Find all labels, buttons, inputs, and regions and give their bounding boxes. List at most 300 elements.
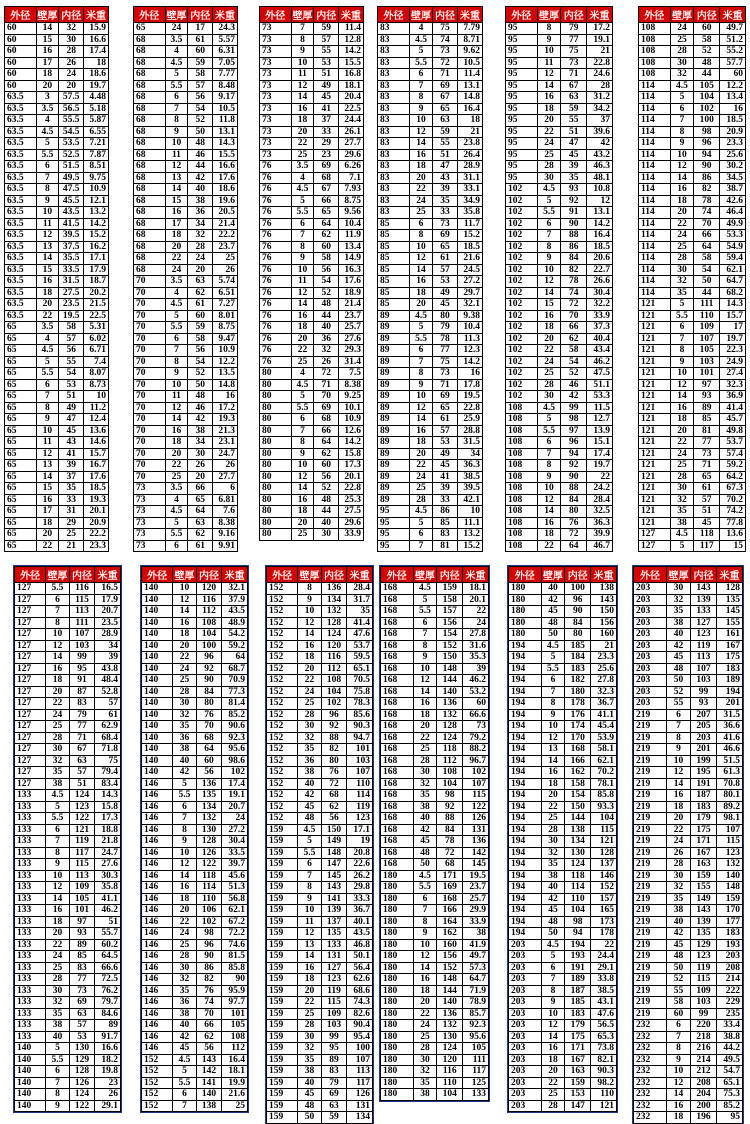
table-row bbox=[15, 916, 121, 928]
weight-cell: 26 bbox=[213, 460, 238, 472]
weight-cell: 14.2 bbox=[339, 437, 364, 449]
outer-diameter-cell: 168 bbox=[381, 767, 414, 779]
outer-diameter-cell: 102 bbox=[506, 195, 538, 207]
table-row bbox=[5, 287, 109, 299]
wall-thickness-cell: 35 bbox=[413, 1077, 437, 1089]
weight-cell: 62.9 bbox=[95, 721, 121, 733]
outer-diameter-cell: 80 bbox=[260, 483, 292, 495]
table-row bbox=[509, 1089, 617, 1101]
outer-diameter-cell: 80 bbox=[260, 460, 292, 472]
inner-diameter-cell: 141 bbox=[196, 1077, 222, 1089]
table-row bbox=[378, 414, 483, 426]
inner-diameter-cell: 55 bbox=[59, 356, 84, 368]
outer-diameter-cell: 85 bbox=[378, 253, 410, 265]
wall-thickness-cell: 6 bbox=[410, 218, 433, 230]
table-row bbox=[381, 859, 489, 871]
wall-thickness-cell: 8 bbox=[291, 437, 314, 449]
outer-diameter-cell: 146 bbox=[142, 985, 173, 997]
table-row bbox=[509, 790, 617, 802]
weight-cell: 160 bbox=[591, 629, 617, 641]
outer-diameter-cell: 219 bbox=[634, 744, 667, 756]
outer-diameter-cell: 152 bbox=[267, 663, 298, 675]
inner-diameter-cell: 52 bbox=[188, 368, 213, 380]
table-row bbox=[639, 115, 746, 127]
inner-diameter-cell: 162 bbox=[565, 767, 591, 779]
wall-thickness-cell: 20 bbox=[410, 299, 433, 311]
wall-thickness-cell: 10 bbox=[667, 755, 691, 767]
table-row bbox=[506, 356, 613, 368]
outer-diameter-cell: 127 bbox=[15, 594, 46, 606]
weight-cell: 70.8 bbox=[717, 778, 743, 790]
inner-diameter-cell: 63 bbox=[69, 755, 95, 767]
table-header-row bbox=[260, 7, 364, 23]
inner-diameter-cell: 30 bbox=[59, 34, 84, 46]
inner-diameter-cell: 53 bbox=[314, 57, 339, 69]
weight-cell: 12.3 bbox=[458, 345, 483, 357]
inner-diameter-cell: 59 bbox=[433, 126, 458, 138]
wall-thickness-cell: 28 bbox=[410, 494, 433, 506]
weight-cell: 72.5 bbox=[95, 974, 121, 986]
outer-diameter-cell: 73 bbox=[134, 517, 166, 529]
table-row bbox=[506, 46, 613, 58]
weight-cell: 34 bbox=[458, 448, 483, 460]
outer-diameter-cell: 73 bbox=[134, 529, 166, 541]
inner-diameter-cell: 184 bbox=[565, 652, 591, 664]
inner-diameter-cell: 49 bbox=[433, 287, 458, 299]
weight-cell: 19.8 bbox=[95, 1066, 121, 1078]
outer-diameter-cell: 140 bbox=[15, 1054, 46, 1066]
inner-diameter-cell: 187 bbox=[691, 790, 717, 802]
wall-thickness-cell: 11 bbox=[291, 276, 314, 288]
inner-diameter-cell: 104 bbox=[565, 905, 591, 917]
outer-diameter-cell: 180 bbox=[509, 629, 542, 641]
wall-thickness-cell: 5.5 bbox=[46, 1054, 70, 1066]
wall-thickness-cell: 9 bbox=[165, 368, 188, 380]
table-row bbox=[634, 962, 743, 974]
wall-thickness-cell: 35 bbox=[667, 893, 691, 905]
wall-thickness-cell: 18 bbox=[667, 1112, 691, 1124]
wall-thickness-cell: 22 bbox=[667, 824, 691, 836]
outer-diameter-cell: 219 bbox=[634, 905, 667, 917]
outer-diameter-cell: 159 bbox=[267, 1043, 298, 1055]
outer-diameter-cell: 168 bbox=[381, 836, 414, 848]
wall-thickness-cell: 16 bbox=[670, 184, 694, 196]
table-row bbox=[381, 847, 489, 859]
weight-cell: 85.8 bbox=[591, 790, 617, 802]
outer-diameter-cell: 65 bbox=[5, 529, 37, 541]
outer-diameter-cell: 73 bbox=[260, 103, 292, 115]
wall-thickness-cell: 48 bbox=[541, 617, 565, 629]
weight-cell: 25.7 bbox=[339, 322, 364, 334]
inner-diameter-header: 内径 bbox=[69, 567, 95, 583]
weight-cell: 60 bbox=[720, 69, 746, 81]
weight-cell: 29.1 bbox=[591, 962, 617, 974]
table-row bbox=[15, 698, 121, 710]
wall-thickness-cell: 28 bbox=[298, 709, 322, 721]
weight-cell: 34.9 bbox=[458, 195, 483, 207]
wall-thickness-cell: 38 bbox=[667, 905, 691, 917]
table-row bbox=[634, 1112, 743, 1124]
inner-diameter-cell: 150 bbox=[321, 824, 347, 836]
inner-diameter-cell: 48 bbox=[314, 494, 339, 506]
table-row bbox=[5, 149, 109, 161]
table-row bbox=[5, 299, 109, 311]
outer-diameter-cell: 159 bbox=[267, 847, 298, 859]
wall-thickness-cell: 48 bbox=[667, 663, 691, 675]
table-row bbox=[378, 57, 483, 69]
table-row bbox=[381, 652, 489, 664]
table-header-row bbox=[378, 7, 483, 23]
spec-table-10 bbox=[380, 566, 489, 1101]
weight-cell: 49.8 bbox=[720, 425, 746, 437]
outer-diameter-cell: 140 bbox=[15, 1089, 46, 1101]
table-row bbox=[134, 207, 238, 219]
outer-diameter-cell: 60 bbox=[5, 23, 37, 35]
wall-thickness-cell: 20 bbox=[46, 686, 70, 698]
table-row bbox=[5, 391, 109, 403]
weight-cell: 110 bbox=[347, 778, 373, 790]
weight-cell: 51.1 bbox=[587, 379, 613, 391]
outer-diameter-cell: 203 bbox=[509, 1031, 542, 1043]
inner-diameter-cell: 75 bbox=[433, 23, 458, 35]
wall-thickness-cell: 12 bbox=[291, 80, 314, 92]
weight-cell: 62.1 bbox=[222, 905, 248, 917]
wall-thickness-cell: 18 bbox=[667, 801, 691, 813]
wall-thickness-cell: 35 bbox=[667, 606, 691, 618]
weight-cell: 27.5 bbox=[339, 506, 364, 518]
inner-diameter-cell: 99 bbox=[321, 1031, 347, 1043]
table-row bbox=[634, 836, 743, 848]
wall-thickness-cell: 45 bbox=[541, 905, 565, 917]
weight-cell: 31.2 bbox=[587, 92, 613, 104]
weight-cell: 45.7 bbox=[720, 414, 746, 426]
inner-diameter-cell: 101 bbox=[694, 368, 720, 380]
inner-diameter-cell: 107 bbox=[694, 333, 720, 345]
wall-thickness-cell: 11 bbox=[165, 391, 188, 403]
table-row bbox=[142, 778, 248, 790]
table-row bbox=[506, 218, 613, 230]
outer-diameter-cell: 133 bbox=[15, 985, 46, 997]
wall-thickness-cell: 10 bbox=[46, 629, 70, 641]
inner-diameter-cell: 155 bbox=[691, 882, 717, 894]
outer-diameter-header: 外径 bbox=[381, 567, 414, 583]
outer-diameter-cell: 114 bbox=[639, 138, 671, 150]
outer-diameter-cell: 140 bbox=[15, 1077, 46, 1089]
wall-thickness-cell: 5.5 bbox=[670, 310, 694, 322]
outer-diameter-cell: 203 bbox=[634, 686, 667, 698]
inner-diameter-cell: 45 bbox=[433, 299, 458, 311]
outer-diameter-cell: 219 bbox=[634, 813, 667, 825]
inner-diameter-cell: 169 bbox=[437, 882, 463, 894]
table-row bbox=[381, 870, 489, 882]
table-row bbox=[506, 34, 613, 46]
wall-thickness-header: 壁厚 bbox=[173, 567, 197, 583]
table-row bbox=[267, 790, 373, 802]
inner-diameter-cell: 145 bbox=[321, 870, 347, 882]
outer-diameter-cell: 127 bbox=[15, 778, 46, 790]
table-row bbox=[5, 506, 109, 518]
wall-thickness-cell: 4.5 bbox=[541, 640, 565, 652]
table-row bbox=[506, 80, 613, 92]
outer-diameter-cell: 102 bbox=[506, 345, 538, 357]
inner-diameter-header: 内径 bbox=[561, 7, 587, 23]
weight-cell: 201 bbox=[717, 698, 743, 710]
wall-thickness-cell: 24 bbox=[410, 195, 433, 207]
weight-cell: 65.3 bbox=[591, 1031, 617, 1043]
inner-diameter-cell: 99 bbox=[691, 1008, 717, 1020]
weight-cell: 76.2 bbox=[95, 985, 121, 997]
weight-cell: 33.9 bbox=[339, 529, 364, 541]
wall-thickness-cell: 8 bbox=[291, 241, 314, 253]
outer-diameter-cell: 73 bbox=[260, 92, 292, 104]
inner-diameter-cell: 57.5 bbox=[59, 92, 84, 104]
weight-cell: 8.73 bbox=[84, 379, 109, 391]
weight-cell: 70.2 bbox=[720, 494, 746, 506]
wall-thickness-cell: 15 bbox=[36, 34, 59, 46]
table-row bbox=[639, 379, 746, 391]
table-row bbox=[634, 985, 743, 997]
weight-cell: 157 bbox=[591, 893, 617, 905]
table-row bbox=[5, 322, 109, 334]
table-row bbox=[142, 790, 248, 802]
outer-diameter-cell: 203 bbox=[634, 617, 667, 629]
outer-diameter-cell: 70 bbox=[134, 345, 166, 357]
outer-diameter-cell: 140 bbox=[142, 663, 173, 675]
wall-thickness-cell: 28 bbox=[413, 755, 437, 767]
table-row bbox=[134, 287, 238, 299]
outer-diameter-cell: 95 bbox=[506, 149, 538, 161]
inner-diameter-cell: 65 bbox=[433, 402, 458, 414]
outer-diameter-cell: 80 bbox=[260, 517, 292, 529]
outer-diameter-cell: 102 bbox=[506, 264, 538, 276]
outer-diameter-cell: 121 bbox=[639, 448, 671, 460]
table-row bbox=[509, 583, 617, 595]
wall-thickness-cell: 8 bbox=[36, 184, 59, 196]
weight-per-meter-header: 米重 bbox=[463, 567, 489, 583]
weight-cell: 183 bbox=[717, 928, 743, 940]
outer-diameter-cell: 146 bbox=[142, 939, 173, 951]
wall-thickness-cell: 45 bbox=[413, 836, 437, 848]
outer-diameter-cell: 73 bbox=[260, 46, 292, 58]
table-row bbox=[5, 379, 109, 391]
inner-diameter-cell: 171 bbox=[565, 1043, 591, 1055]
outer-diameter-cell: 114 bbox=[639, 172, 671, 184]
inner-diameter-cell: 57 bbox=[59, 333, 84, 345]
wall-thickness-cell: 15 bbox=[36, 483, 59, 495]
wall-thickness-cell: 45 bbox=[298, 1089, 322, 1101]
table-row bbox=[509, 962, 617, 974]
weight-cell: 15.1 bbox=[587, 437, 613, 449]
weight-cell: 32.1 bbox=[458, 299, 483, 311]
weight-cell: 34.5 bbox=[720, 172, 746, 184]
wall-thickness-cell: 20 bbox=[291, 333, 314, 345]
wall-thickness-cell: 14 bbox=[667, 778, 691, 790]
inner-diameter-cell: 158 bbox=[565, 778, 591, 790]
inner-diameter-cell: 128 bbox=[321, 617, 347, 629]
spec-table-6 bbox=[638, 6, 746, 552]
table-row bbox=[634, 1054, 743, 1066]
inner-diameter-cell: 51 bbox=[694, 506, 720, 518]
wall-thickness-cell: 30 bbox=[541, 836, 565, 848]
inner-diameter-cell: 131 bbox=[321, 951, 347, 963]
weight-cell: 137 bbox=[591, 859, 617, 871]
wall-thickness-cell: 30 bbox=[537, 172, 561, 184]
outer-diameter-cell: 108 bbox=[506, 517, 538, 529]
inner-diameter-cell: 70 bbox=[196, 1008, 222, 1020]
weight-cell: 66.6 bbox=[95, 962, 121, 974]
outer-diameter-header: 外径 bbox=[260, 7, 292, 23]
table-row bbox=[639, 414, 746, 426]
table-row bbox=[134, 126, 238, 138]
outer-diameter-cell: 85 bbox=[378, 287, 410, 299]
wall-thickness-cell: 6 bbox=[413, 893, 437, 905]
wall-thickness-cell: 5 bbox=[670, 540, 694, 552]
weight-cell: 27.2 bbox=[222, 824, 248, 836]
weight-cell: 65.1 bbox=[717, 1077, 743, 1089]
outer-diameter-cell: 73 bbox=[260, 126, 292, 138]
weight-cell: 48.1 bbox=[587, 172, 613, 184]
inner-diameter-cell: 105 bbox=[69, 893, 95, 905]
weight-cell: 46.3 bbox=[587, 161, 613, 173]
wall-thickness-cell: 14 bbox=[46, 893, 70, 905]
weight-cell: 22.8 bbox=[587, 57, 613, 69]
table-row bbox=[134, 172, 238, 184]
outer-diameter-cell: 203 bbox=[634, 583, 667, 595]
inner-diameter-cell: 60 bbox=[694, 23, 720, 35]
wall-thickness-cell: 22 bbox=[291, 345, 314, 357]
inner-diameter-cell: 124 bbox=[69, 1089, 95, 1101]
weight-cell: 35 bbox=[347, 606, 373, 618]
table-row bbox=[634, 870, 743, 882]
spec-table-5 bbox=[505, 6, 613, 552]
outer-diameter-cell: 95 bbox=[378, 506, 410, 518]
wall-thickness-cell: 5.5 bbox=[173, 1077, 197, 1089]
inner-diameter-cell: 75 bbox=[561, 46, 587, 58]
wall-thickness-cell: 12 bbox=[667, 1077, 691, 1089]
outer-diameter-cell: 232 bbox=[634, 1054, 667, 1066]
wall-thickness-header: 壁厚 bbox=[413, 567, 437, 583]
outer-diameter-cell: 159 bbox=[267, 836, 298, 848]
inner-diameter-header: 内径 bbox=[433, 7, 458, 23]
inner-diameter-cell: 76 bbox=[196, 709, 222, 721]
weight-cell: 72.2 bbox=[222, 928, 248, 940]
outer-diameter-cell: 73 bbox=[260, 149, 292, 161]
table-row bbox=[267, 893, 373, 905]
inner-diameter-cell: 140 bbox=[437, 686, 463, 698]
table-row bbox=[15, 1031, 121, 1043]
wall-thickness-cell: 7 bbox=[36, 391, 59, 403]
wall-thickness-cell: 12 bbox=[410, 402, 433, 414]
wall-thickness-cell: 15 bbox=[537, 299, 561, 311]
outer-diameter-cell: 68 bbox=[134, 195, 166, 207]
wall-thickness-cell: 20 bbox=[165, 241, 188, 253]
wall-thickness-cell: 52 bbox=[667, 974, 691, 986]
table-row bbox=[506, 287, 613, 299]
table-row bbox=[378, 517, 483, 529]
weight-cell: 22.2 bbox=[84, 529, 109, 541]
weight-cell: 9.62 bbox=[458, 46, 483, 58]
outer-diameter-cell: 203 bbox=[509, 951, 542, 963]
wall-thickness-cell: 12 bbox=[667, 767, 691, 779]
wall-thickness-cell: 12 bbox=[413, 951, 437, 963]
wall-thickness-cell: 11 bbox=[36, 437, 59, 449]
table-row bbox=[639, 310, 746, 322]
weight-cell: 27.7 bbox=[339, 138, 364, 150]
wall-thickness-cell: 11 bbox=[537, 57, 561, 69]
table-row bbox=[509, 928, 617, 940]
outer-diameter-cell: 133 bbox=[15, 974, 46, 986]
weight-cell: 19.1 bbox=[587, 34, 613, 46]
inner-diameter-cell: 104 bbox=[694, 92, 720, 104]
outer-diameter-cell: 168 bbox=[381, 686, 414, 698]
inner-diameter-cell: 204 bbox=[691, 1089, 717, 1101]
outer-diameter-cell: 76 bbox=[260, 333, 292, 345]
table-row bbox=[142, 767, 248, 779]
table-row bbox=[378, 437, 483, 449]
wall-thickness-cell: 28 bbox=[46, 974, 70, 986]
weight-cell: 46.2 bbox=[95, 905, 121, 917]
outer-diameter-cell: 203 bbox=[634, 594, 667, 606]
spec-table-3 bbox=[259, 6, 364, 541]
inner-diameter-cell: 80 bbox=[196, 698, 222, 710]
outer-diameter-cell: 133 bbox=[15, 824, 46, 836]
weight-cell: 35.8 bbox=[95, 882, 121, 894]
table-row bbox=[639, 437, 746, 449]
weight-cell: 89 bbox=[95, 1020, 121, 1032]
table-row bbox=[509, 893, 617, 905]
table-row bbox=[634, 594, 743, 606]
weight-cell: 85.6 bbox=[347, 709, 373, 721]
inner-diameter-cell: 118 bbox=[196, 870, 222, 882]
table-row bbox=[260, 69, 364, 81]
outer-diameter-cell: 121 bbox=[639, 391, 671, 403]
table-row bbox=[142, 870, 248, 882]
wall-thickness-cell: 55 bbox=[667, 698, 691, 710]
outer-diameter-cell: 76 bbox=[260, 345, 292, 357]
outer-diameter-cell: 76 bbox=[260, 207, 292, 219]
wall-thickness-cell: 16 bbox=[298, 640, 322, 652]
inner-diameter-cell: 54 bbox=[314, 276, 339, 288]
weight-cell: 27.7 bbox=[213, 471, 238, 483]
outer-diameter-cell: 108 bbox=[506, 506, 538, 518]
table-row bbox=[509, 732, 617, 744]
wall-thickness-cell: 4 bbox=[36, 333, 59, 345]
weight-cell: 53.2 bbox=[463, 686, 489, 698]
outer-diameter-cell: 80 bbox=[260, 414, 292, 426]
table-row bbox=[267, 1066, 373, 1078]
weight-cell: 9.25 bbox=[339, 391, 364, 403]
wall-thickness-cell: 3.5 bbox=[165, 34, 188, 46]
inner-diameter-cell: 62 bbox=[561, 333, 587, 345]
table-row bbox=[260, 287, 364, 299]
inner-diameter-cell: 60 bbox=[196, 755, 222, 767]
inner-diameter-cell: 191 bbox=[565, 962, 591, 974]
inner-diameter-cell: 72 bbox=[314, 368, 339, 380]
outer-diameter-cell: 168 bbox=[381, 583, 414, 595]
inner-diameter-cell: 119 bbox=[321, 985, 347, 997]
inner-diameter-cell: 143 bbox=[691, 905, 717, 917]
inner-diameter-cell: 45.5 bbox=[59, 195, 84, 207]
inner-diameter-cell: 92 bbox=[437, 801, 463, 813]
inner-diameter-cell: 115 bbox=[69, 859, 95, 871]
outer-diameter-cell: 85 bbox=[378, 299, 410, 311]
inner-diameter-cell: 44 bbox=[694, 69, 720, 81]
inner-diameter-cell: 191 bbox=[691, 778, 717, 790]
outer-diameter-cell: 68 bbox=[134, 126, 166, 138]
table-row bbox=[134, 195, 238, 207]
weight-cell: 145 bbox=[463, 859, 489, 871]
table-row bbox=[506, 448, 613, 460]
